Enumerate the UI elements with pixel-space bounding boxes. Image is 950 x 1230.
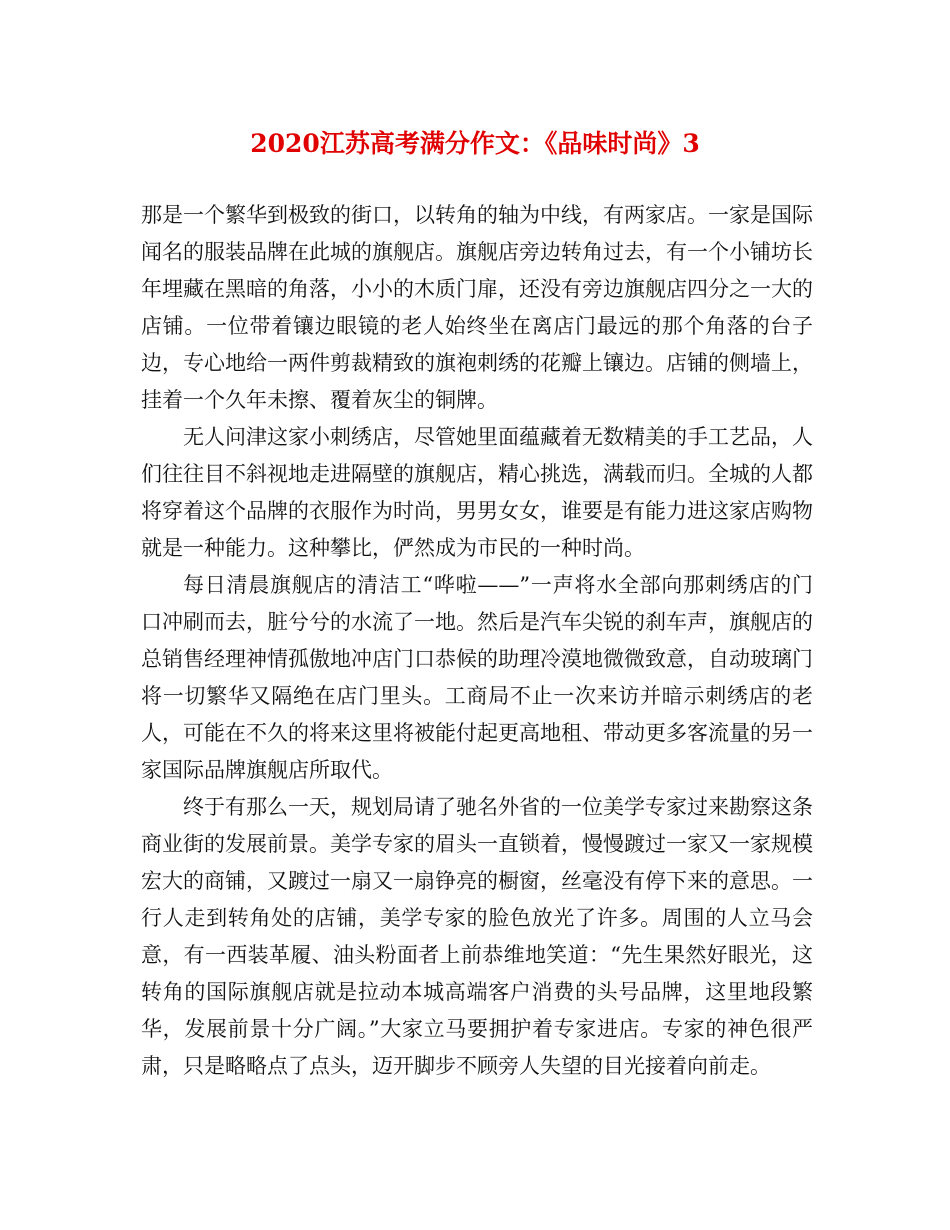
- paragraph-4: 终于有那么一天，规划局请了驰名外省的一位美学专家过来勘察这条商业街的发展前景。美学专家的眉头一直锁着，慢慢踱过一家又一家规模宏大的商铺，又踱过一扇又一扇铮亮的橱窗，丝毫没有停下来的意思。一行人走到转角处的店铺，美学专家的脸色放光了许多。周围的人立马会意，有一西装革履、油头粉面者上前恭维地笑道：“先生果然好眼光，这转角的国际旗舰店就是拉动本城高端客户消费的头号品牌，这里地段繁华，发展前景十分广阔。”大家立马要拥护着专家进店。专家的神色很严肃，只是略略点了点头，迈开脚步不顾旁人失望的目光接着向前走。: [141, 795, 813, 1078]
- document-body: [141, 197, 813, 1085]
- document-title: 2020江苏高考满分作文：《品味时尚》3: [250, 129, 700, 158]
- paragraph-1: 那是一个繁华到极致的街口，以转角的轴为中线，有两家店。一家是国际闻名的服装品牌在此城的旗舰店。旗舰店旁边转角过去，有一个小铺坊长年埋藏在黑暗的角落，小小的木质门扉，还没有旁边旗舰店四分之一大的店铺。一位带着镶边眼镜的老人始终坐在离店门最远的那个角落的台子边，专心地给一两件剪裁精致的旗袍刺绣的花瓣上镶边。店铺的侧墙上，挂着一个久年未擦、覆着灰尘的铜牌。: [141, 203, 813, 412]
- paragraph-2: 无人问津这家小刺绣店，尽管她里面蕴藏着无数精美的手工艺品，人们往往目不斜视地走进隔壁的旗舰店，精心挑选，满载而归。全城的人都将穿着这个品牌的衣服作为时尚，男男女女，谁要是有能力进这家店购物就是一种能力。这种攀比，俨然成为市民的一种时尚。: [141, 425, 813, 560]
- paragraph-3: 每日清晨旗舰店的清洁工“哗啦——”一声将水全部向那刺绣店的门口冲刷而去，脏兮兮的水流了一地。然后是汽车尖锐的刹车声，旗舰店的总销售经理神情孤傲地冲店门口恭候的助理冷漠地微微致意，自动玻璃门将一切繁华又隔绝在店门里头。工商局不止一次来访并暗示刺绣店的老人，可能在不久的将来这里将被能付起更高地租、带动更多客流量的另一家国际品牌旗舰店所取代。: [141, 573, 813, 782]
